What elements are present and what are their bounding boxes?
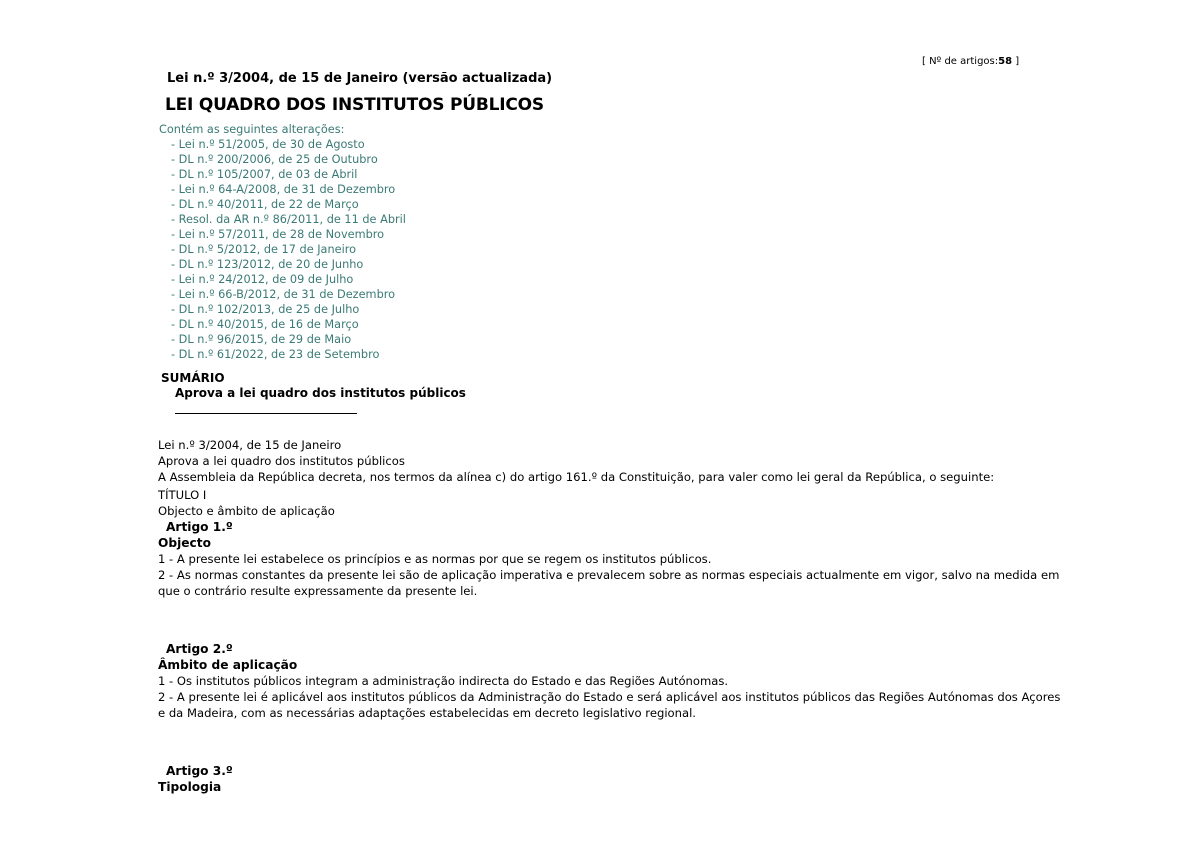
amendment-item[interactable]: - DL n.º 5/2012, de 17 de Janeiro [171, 243, 357, 256]
article-1 [158, 519, 1063, 599]
amendment-item[interactable]: - Lei n.º 64-A/2008, de 31 de Dezembro [171, 183, 396, 196]
amendments-intro: Contém as seguintes alterações: [159, 123, 345, 136]
main-heading: LEI QUADRO DOS INSTITUTOS PÚBLICOS [165, 95, 544, 115]
amendment-item[interactable]: - DL n.º 40/2011, de 22 de Março [171, 198, 359, 211]
law-reference: Lei n.º 3/2004, de 15 de Janeiro [158, 438, 342, 452]
amendment-item[interactable]: - DL n.º 61/2022, de 23 de Setembro [171, 348, 380, 361]
amendment-item[interactable]: - DL n.º 105/2007, de 03 de Abril [171, 168, 358, 181]
article-paragraph: 1 - A presente lei estabelece os princípios e as normas por que se regem os institutos públicos. [158, 552, 712, 566]
amendments-section [159, 122, 406, 362]
article-count [922, 56, 1019, 67]
law-body [158, 437, 1063, 795]
article-subject: Tipologia [158, 780, 222, 794]
amendment-item[interactable]: - Lei n.º 57/2011, de 28 de Novembro [171, 228, 385, 241]
summary-text: Aprova a lei quadro dos institutos públicos [175, 386, 466, 400]
spacer [158, 599, 1063, 641]
amendment-item[interactable]: - Lei n.º 66-B/2012, de 31 de Dezembro [171, 288, 396, 301]
amendment-item[interactable]: - Lei n.º 51/2005, de 30 de Agosto [171, 138, 365, 151]
article-3 [158, 763, 1063, 795]
amendment-item[interactable]: - DL n.º 200/2006, de 25 de Outubro [171, 153, 378, 166]
article-heading: Artigo 2.º [166, 642, 233, 656]
article-2 [158, 641, 1063, 721]
law-preamble: A Assembleia da República decreta, nos termos da alínea c) do artigo 161.º da Constituição, para valer como lei geral da República, o seguinte: [158, 470, 995, 484]
amendment-item[interactable]: - DL n.º 40/2015, de 16 de Março [171, 318, 359, 331]
amendment-item[interactable]: - DL n.º 96/2015, de 29 de Maio [171, 333, 352, 346]
article-subject: Âmbito de aplicação [158, 658, 298, 672]
amendment-item[interactable]: - Resol. da AR n.º 86/2011, de 11 de Abril [171, 213, 406, 226]
title-subject: Objecto e âmbito de aplicação [158, 504, 335, 518]
article-paragraph: 1 - Os institutos públicos integram a administração indirecta do Estado e das Regiões Autónomas. [158, 674, 729, 688]
article-subject: Objecto [158, 536, 211, 550]
article-heading: Artigo 3.º [166, 764, 233, 778]
amendment-item[interactable]: - DL n.º 102/2013, de 25 de Julho [171, 303, 360, 316]
amendments-list [159, 137, 406, 362]
article-count-value: 58 [998, 56, 1013, 67]
amendment-item[interactable]: - DL n.º 123/2012, de 20 de Junho [171, 258, 364, 271]
article-count-prefix: [ Nº de artigos: [922, 56, 999, 67]
document-title: Lei n.º 3/2004, de 15 de Janeiro (versão actualizada) [167, 71, 553, 86]
law-purpose: Aprova a lei quadro dos institutos públicos [158, 454, 405, 468]
summary-label: SUMÁRIO [161, 371, 225, 385]
divider [175, 413, 357, 414]
article-paragraph: 2 - A presente lei é aplicável aos institutos públicos da Administração do Estado e será aplicável aos institutos públicos das Regiões Autónomas dos Açores e da Madeira, com as necessárias adaptações estabelecidas em decreto legislativo regional. [158, 690, 1061, 720]
article-paragraph: 2 - As normas constantes da presente lei são de aplicação imperativa e prevalecem sobre as normas especiais actualmente em vigor, salvo na medida em que o contrário resulte expressamente da presente lei. [158, 568, 1060, 598]
article-heading: Artigo 1.º [166, 520, 233, 534]
title-label: TÍTULO I [158, 488, 207, 502]
amendment-item[interactable]: - Lei n.º 24/2012, de 09 de Julho [171, 273, 354, 286]
spacer [158, 721, 1063, 763]
article-count-suffix: ] [1015, 56, 1020, 67]
